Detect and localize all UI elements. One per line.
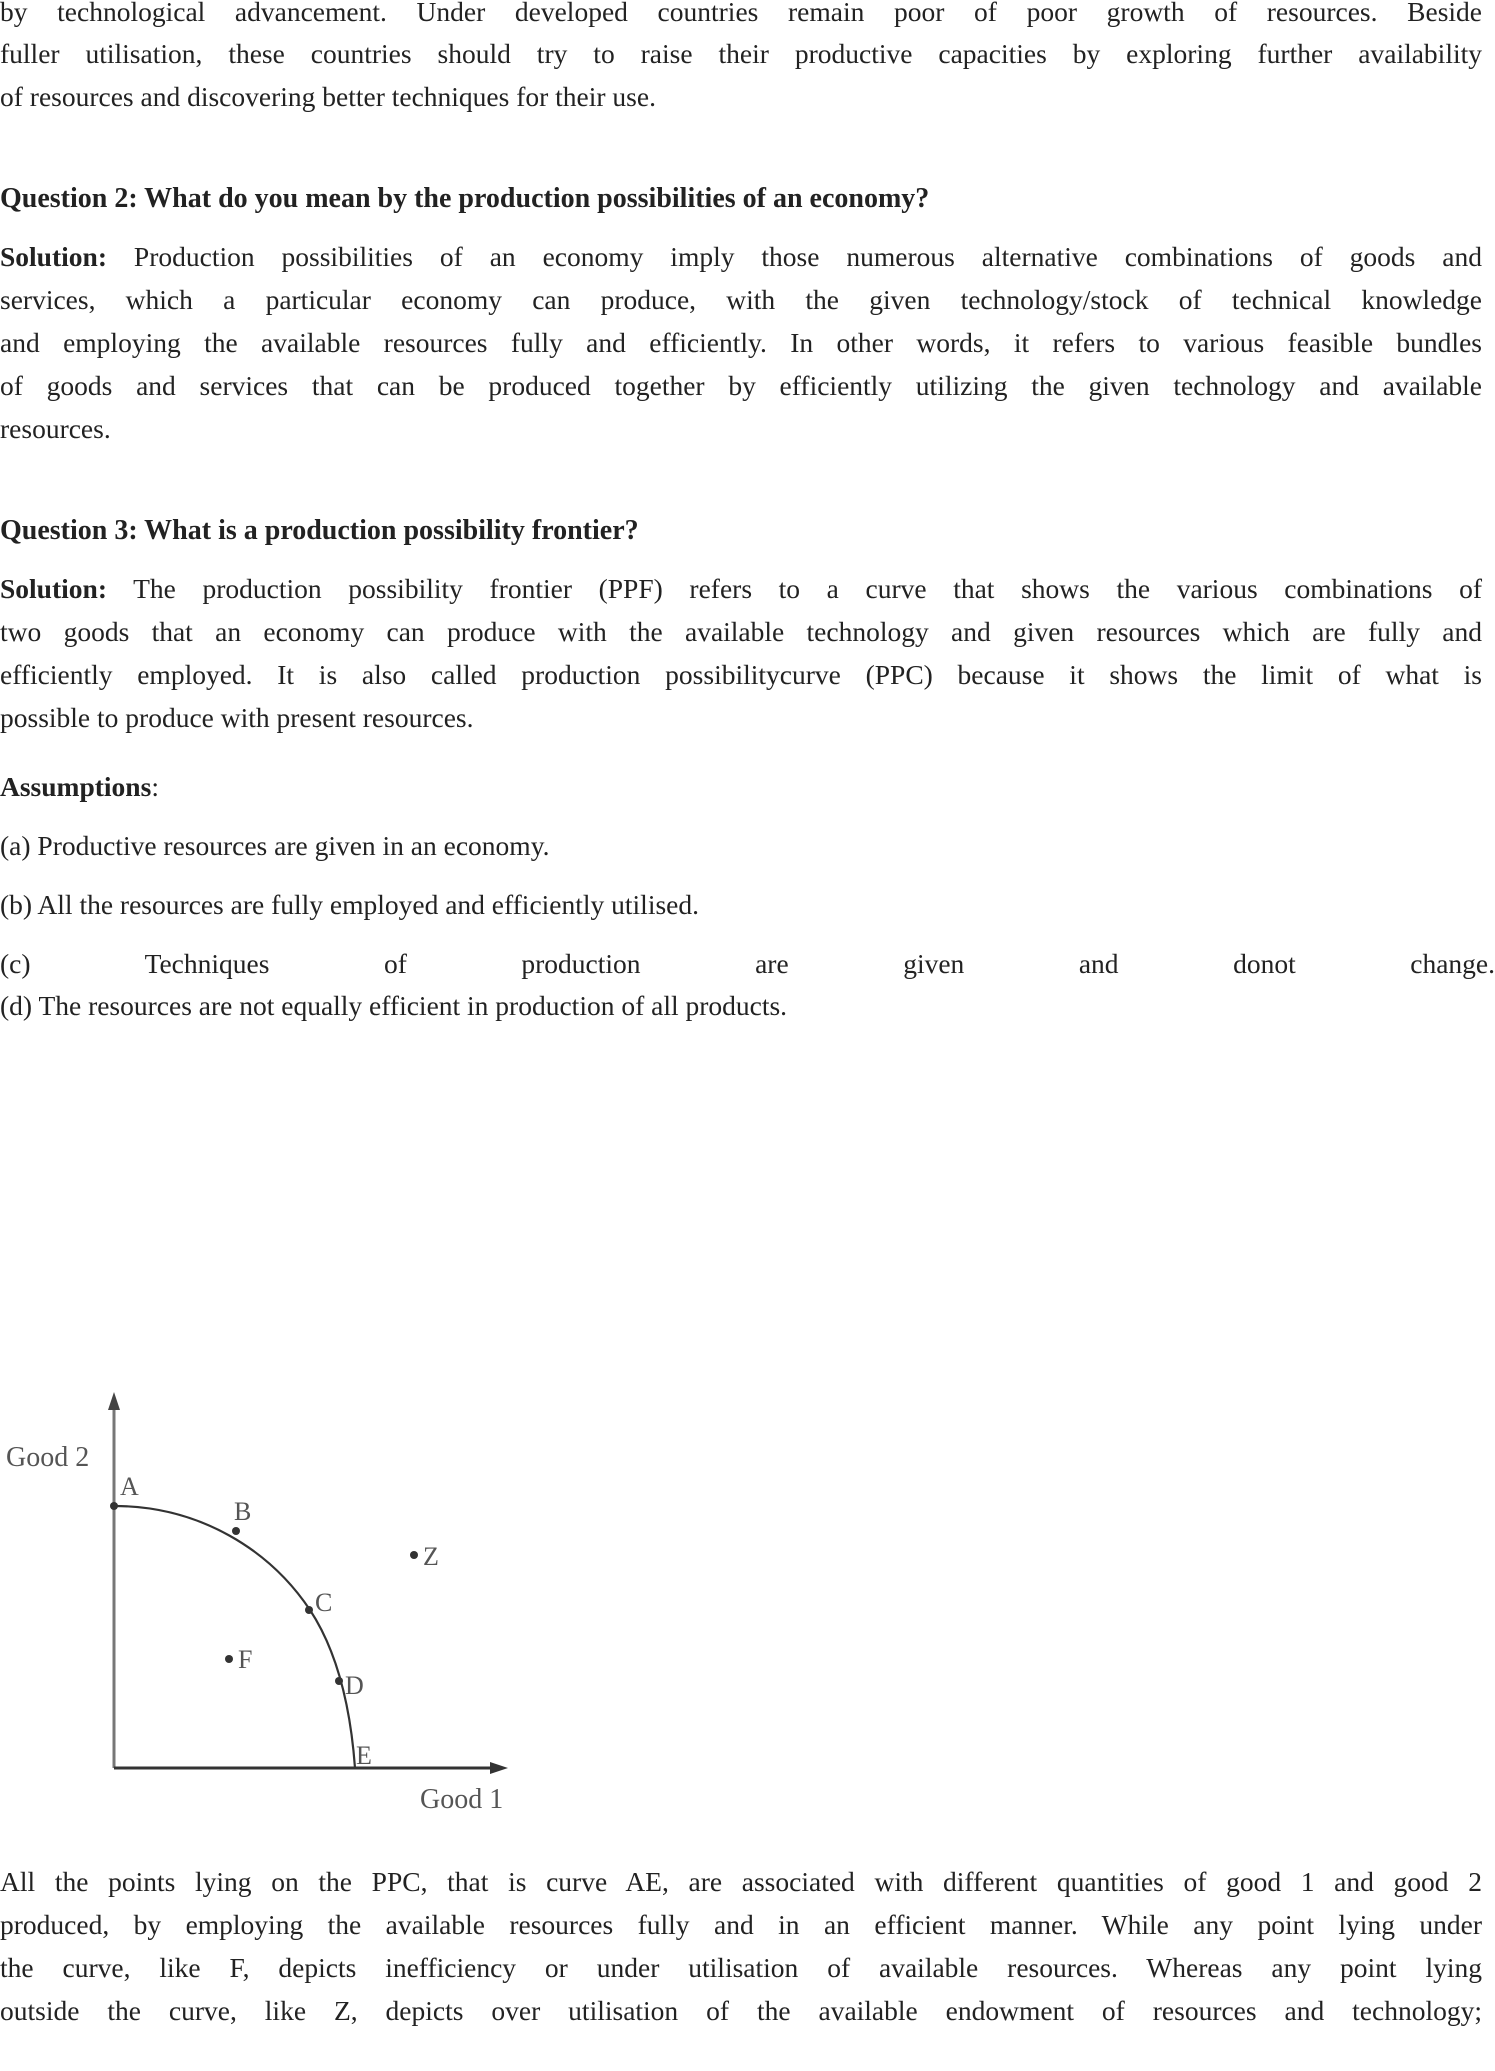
point-a xyxy=(110,1502,118,1510)
assumption-a: (a) Productive resources are given in an economy. xyxy=(0,830,550,861)
y-axis-arrow-icon xyxy=(108,1392,120,1410)
q2-solution-line-4: of goods and services that can be produced together by efficiently utilizing the given technology and available xyxy=(0,370,1482,401)
label-c: C xyxy=(315,1588,333,1617)
q3-solution-line-3: efficiently employed. It is also called production possibilitycurve (PPC) because it shows the limit of what is xyxy=(0,659,1482,690)
assumption-b: (b) All the resources are fully employed and efficiently utilised. xyxy=(0,889,699,920)
q2-solution-line-2: services, which a particular economy can produce, with the given technology/stock of technical knowledge xyxy=(0,284,1482,315)
label-f: F xyxy=(238,1645,253,1674)
conclusion-line-3: the curve, like F, depicts inefficiency or under utilisation of available resources. Whereas any point lying xyxy=(0,1952,1482,1983)
conclusion-line-4: outside the curve, like Z, depicts over utilisation of the available endowment of resources and technology; xyxy=(0,1995,1482,2026)
q2-solution-line-3: and employing the available resources fully and efficiently. In other words, it refers to various feasible bundles xyxy=(0,327,1482,358)
label-d: D xyxy=(345,1671,364,1700)
intro-line-3: of resources and discovering better techniques for their use. xyxy=(0,81,656,112)
point-z xyxy=(410,1551,418,1559)
assumption-c: (c) Techniques of production are given and donot change. xyxy=(0,948,1495,979)
label-b: B xyxy=(234,1497,252,1526)
label-a: A xyxy=(120,1472,139,1501)
q3-solution-line-4: possible to produce with present resources. xyxy=(0,702,474,733)
q2-solution-line-1: Solution: Production possibilities of an economy imply those numerous alternative combinations of goods and xyxy=(0,241,1482,272)
solution-label: Solution: xyxy=(0,241,107,272)
conclusion-line-1: All the points lying on the PPC, that is curve AE, are associated with different quantities of good 1 and good 2 xyxy=(0,1866,1482,1897)
intro-line-2: fuller utilisation, these countries should try to raise their productive capacities by exploring further availability xyxy=(0,38,1482,69)
x-axis-label: Good 1 xyxy=(420,1784,504,1815)
label-e: E xyxy=(356,1741,372,1770)
question-3-title: Question 3: What is a production possibility frontier? xyxy=(0,515,639,546)
point-b xyxy=(232,1527,240,1535)
conclusion-line-2: produced, by employing the available resources fully and in an efficient manner. While any point lying under xyxy=(0,1909,1482,1940)
q3-solution-line-2: two goods that an economy can produce with the available technology and given resources which are fully and xyxy=(0,616,1482,647)
q2-solution-line-5: resources. xyxy=(0,413,111,444)
point-c xyxy=(305,1606,313,1614)
label-z: Z xyxy=(423,1542,439,1571)
q3-solution-line-1: Solution: The production possibility frontier (PPF) refers to a curve that shows the various combinations of xyxy=(0,573,1482,604)
ppc-curve xyxy=(114,1506,355,1768)
point-f xyxy=(225,1655,233,1663)
ppc-diagram xyxy=(0,1380,540,1840)
assumptions-heading: Assumptions: xyxy=(0,771,159,802)
x-axis-arrow-icon xyxy=(490,1762,508,1774)
intro-line-1: by technological advancement. Under developed countries remain poor of poor growth of resources. Beside xyxy=(0,0,1482,27)
solution-label: Solution: xyxy=(0,573,107,604)
y-axis-label: Good 2 xyxy=(6,1442,90,1473)
assumption-d: (d) The resources are not equally efficient in production of all products. xyxy=(0,990,788,1021)
question-2-title: Question 2: What do you mean by the production possibilities of an economy? xyxy=(0,183,930,214)
point-d xyxy=(335,1677,343,1685)
